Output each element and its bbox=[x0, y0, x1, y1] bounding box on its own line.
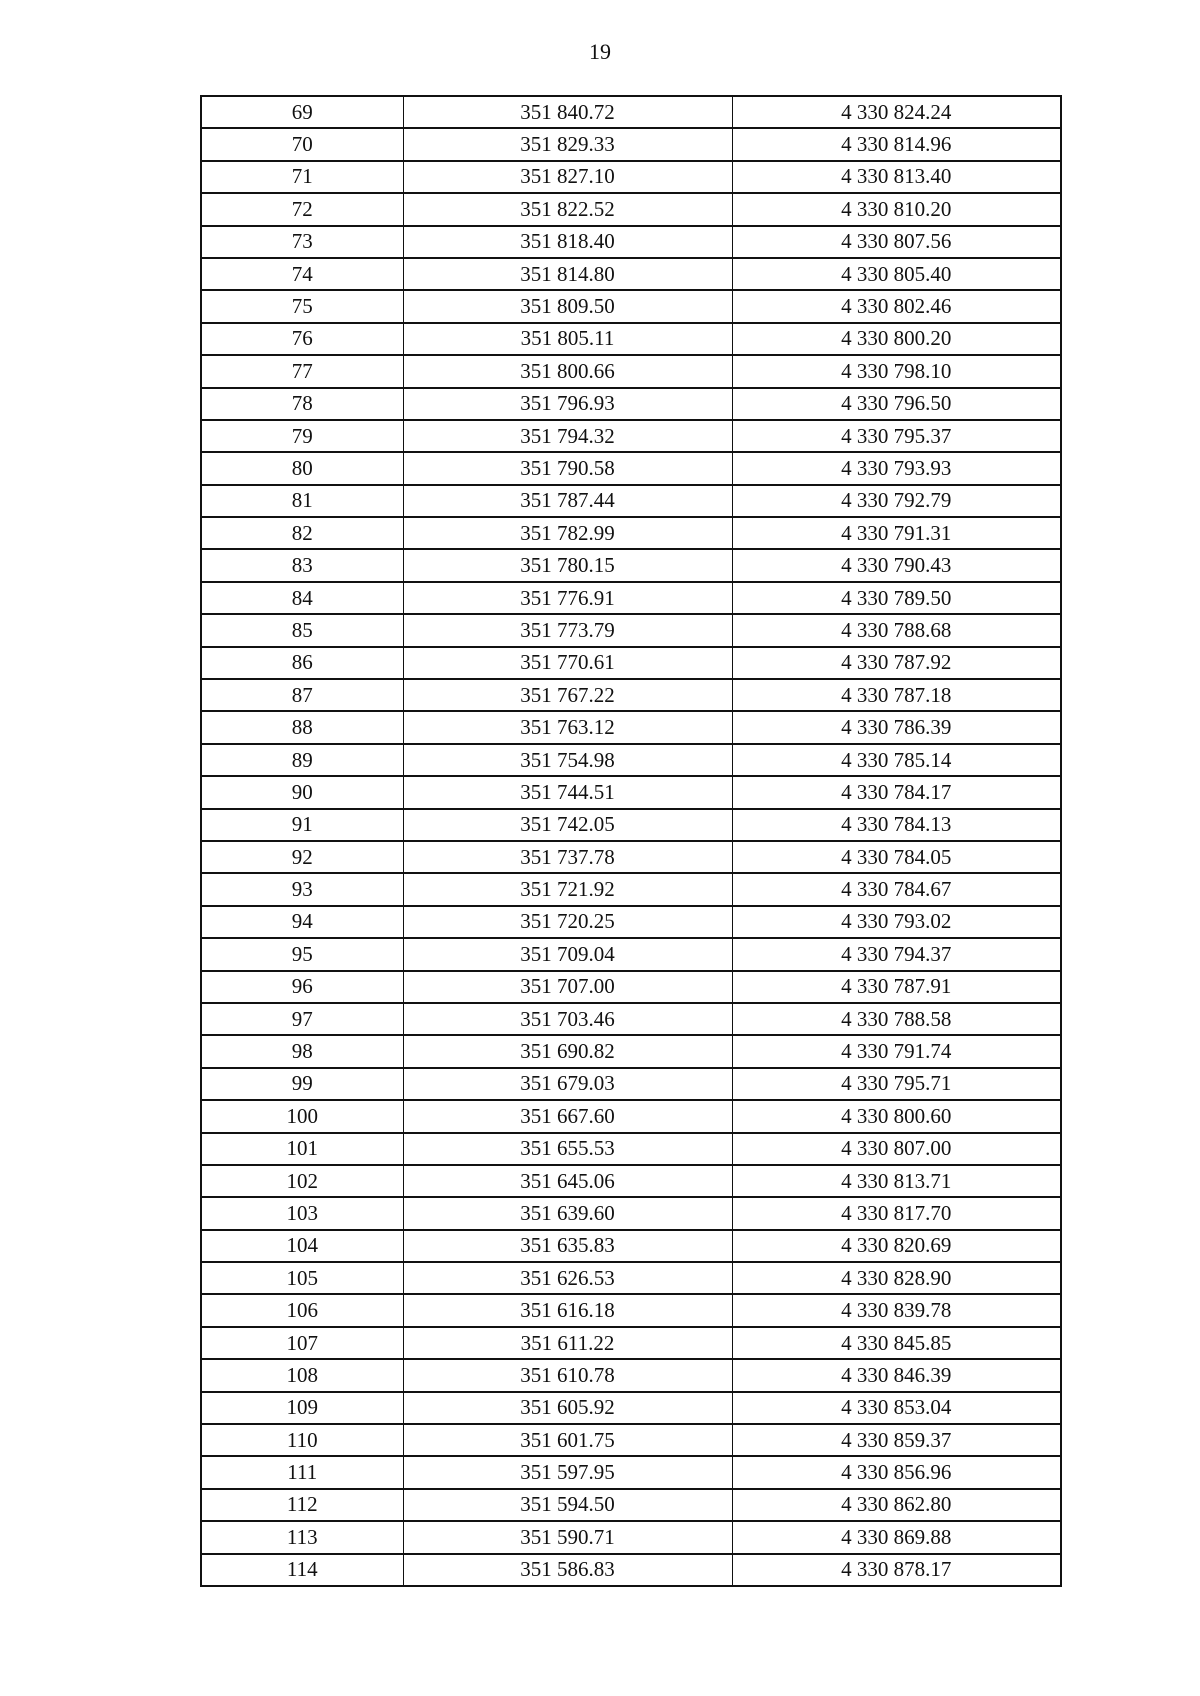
y-coordinate-cell: 4 330 793.02 bbox=[732, 906, 1061, 938]
x-coordinate-cell: 351 794.32 bbox=[403, 420, 732, 452]
x-coordinate-cell: 351 770.61 bbox=[403, 647, 732, 679]
y-coordinate-cell: 4 330 784.67 bbox=[732, 873, 1061, 905]
point-number-cell: 94 bbox=[201, 906, 403, 938]
y-coordinate-cell: 4 330 784.13 bbox=[732, 809, 1061, 841]
table-row bbox=[201, 1230, 1061, 1262]
x-coordinate-cell: 351 737.78 bbox=[403, 841, 732, 873]
table-row bbox=[201, 841, 1061, 873]
x-coordinate-cell: 351 780.15 bbox=[403, 549, 732, 581]
x-coordinate-cell: 351 655.53 bbox=[403, 1133, 732, 1165]
point-number-cell: 89 bbox=[201, 744, 403, 776]
x-coordinate-cell: 351 590.71 bbox=[403, 1521, 732, 1553]
table-row bbox=[201, 1100, 1061, 1132]
table-row bbox=[201, 161, 1061, 193]
coordinates-table-body bbox=[201, 96, 1061, 1586]
y-coordinate-cell: 4 330 862.80 bbox=[732, 1489, 1061, 1521]
table-row bbox=[201, 323, 1061, 355]
point-number-cell: 112 bbox=[201, 1489, 403, 1521]
point-number-cell: 69 bbox=[201, 96, 403, 128]
table-row bbox=[201, 744, 1061, 776]
x-coordinate-cell: 351 639.60 bbox=[403, 1197, 732, 1229]
y-coordinate-cell: 4 330 784.17 bbox=[732, 776, 1061, 808]
table-row bbox=[201, 1294, 1061, 1326]
y-coordinate-cell: 4 330 853.04 bbox=[732, 1392, 1061, 1424]
x-coordinate-cell: 351 822.52 bbox=[403, 193, 732, 225]
x-coordinate-cell: 351 645.06 bbox=[403, 1165, 732, 1197]
table-row bbox=[201, 1327, 1061, 1359]
table-row bbox=[201, 226, 1061, 258]
point-number-cell: 91 bbox=[201, 809, 403, 841]
point-number-cell: 75 bbox=[201, 290, 403, 322]
point-number-cell: 87 bbox=[201, 679, 403, 711]
point-number-cell: 78 bbox=[201, 388, 403, 420]
table-row bbox=[201, 1489, 1061, 1521]
x-coordinate-cell: 351 800.66 bbox=[403, 355, 732, 387]
y-coordinate-cell: 4 330 788.68 bbox=[732, 614, 1061, 646]
y-coordinate-cell: 4 330 790.43 bbox=[732, 549, 1061, 581]
y-coordinate-cell: 4 330 828.90 bbox=[732, 1262, 1061, 1294]
table-row bbox=[201, 1003, 1061, 1035]
point-number-cell: 101 bbox=[201, 1133, 403, 1165]
point-number-cell: 102 bbox=[201, 1165, 403, 1197]
y-coordinate-cell: 4 330 810.20 bbox=[732, 193, 1061, 225]
x-coordinate-cell: 351 667.60 bbox=[403, 1100, 732, 1132]
table-row bbox=[201, 1133, 1061, 1165]
point-number-cell: 105 bbox=[201, 1262, 403, 1294]
y-coordinate-cell: 4 330 787.92 bbox=[732, 647, 1061, 679]
y-coordinate-cell: 4 330 795.71 bbox=[732, 1068, 1061, 1100]
y-coordinate-cell: 4 330 788.58 bbox=[732, 1003, 1061, 1035]
table-row bbox=[201, 1392, 1061, 1424]
y-coordinate-cell: 4 330 795.37 bbox=[732, 420, 1061, 452]
y-coordinate-cell: 4 330 869.88 bbox=[732, 1521, 1061, 1553]
table-row bbox=[201, 355, 1061, 387]
y-coordinate-cell: 4 330 813.71 bbox=[732, 1165, 1061, 1197]
y-coordinate-cell: 4 330 824.24 bbox=[732, 96, 1061, 128]
y-coordinate-cell: 4 330 792.79 bbox=[732, 485, 1061, 517]
point-number-cell: 109 bbox=[201, 1392, 403, 1424]
table-row bbox=[201, 1456, 1061, 1488]
x-coordinate-cell: 351 601.75 bbox=[403, 1424, 732, 1456]
point-number-cell: 111 bbox=[201, 1456, 403, 1488]
x-coordinate-cell: 351 703.46 bbox=[403, 1003, 732, 1035]
page-number: 19 bbox=[589, 39, 611, 64]
table-row bbox=[201, 809, 1061, 841]
x-coordinate-cell: 351 635.83 bbox=[403, 1230, 732, 1262]
x-coordinate-cell: 351 690.82 bbox=[403, 1035, 732, 1067]
y-coordinate-cell: 4 330 813.40 bbox=[732, 161, 1061, 193]
table-row bbox=[201, 1165, 1061, 1197]
x-coordinate-cell: 351 597.95 bbox=[403, 1456, 732, 1488]
x-coordinate-cell: 351 809.50 bbox=[403, 290, 732, 322]
y-coordinate-cell: 4 330 807.00 bbox=[732, 1133, 1061, 1165]
table-row bbox=[201, 1035, 1061, 1067]
table-row bbox=[201, 549, 1061, 581]
table-row bbox=[201, 776, 1061, 808]
point-number-cell: 97 bbox=[201, 1003, 403, 1035]
point-number-cell: 93 bbox=[201, 873, 403, 905]
x-coordinate-cell: 351 720.25 bbox=[403, 906, 732, 938]
point-number-cell: 104 bbox=[201, 1230, 403, 1262]
x-coordinate-cell: 351 767.22 bbox=[403, 679, 732, 711]
table-row bbox=[201, 1359, 1061, 1391]
x-coordinate-cell: 351 744.51 bbox=[403, 776, 732, 808]
table-row bbox=[201, 1262, 1061, 1294]
point-number-cell: 107 bbox=[201, 1327, 403, 1359]
x-coordinate-cell: 351 707.00 bbox=[403, 971, 732, 1003]
x-coordinate-cell: 351 829.33 bbox=[403, 128, 732, 160]
point-number-cell: 77 bbox=[201, 355, 403, 387]
point-number-cell: 79 bbox=[201, 420, 403, 452]
table-row bbox=[201, 906, 1061, 938]
point-number-cell: 82 bbox=[201, 517, 403, 549]
x-coordinate-cell: 351 611.22 bbox=[403, 1327, 732, 1359]
point-number-cell: 88 bbox=[201, 711, 403, 743]
point-number-cell: 83 bbox=[201, 549, 403, 581]
point-number-cell: 92 bbox=[201, 841, 403, 873]
y-coordinate-cell: 4 330 845.85 bbox=[732, 1327, 1061, 1359]
y-coordinate-cell: 4 330 800.20 bbox=[732, 323, 1061, 355]
point-number-cell: 100 bbox=[201, 1100, 403, 1132]
point-number-cell: 113 bbox=[201, 1521, 403, 1553]
y-coordinate-cell: 4 330 817.70 bbox=[732, 1197, 1061, 1229]
y-coordinate-cell: 4 330 787.18 bbox=[732, 679, 1061, 711]
point-number-cell: 80 bbox=[201, 452, 403, 484]
point-number-cell: 73 bbox=[201, 226, 403, 258]
table-row bbox=[201, 647, 1061, 679]
y-coordinate-cell: 4 330 807.56 bbox=[732, 226, 1061, 258]
x-coordinate-cell: 351 773.79 bbox=[403, 614, 732, 646]
x-coordinate-cell: 351 840.72 bbox=[403, 96, 732, 128]
y-coordinate-cell: 4 330 785.14 bbox=[732, 744, 1061, 776]
y-coordinate-cell: 4 330 856.96 bbox=[732, 1456, 1061, 1488]
table-row bbox=[201, 485, 1061, 517]
point-number-cell: 76 bbox=[201, 323, 403, 355]
x-coordinate-cell: 351 814.80 bbox=[403, 258, 732, 290]
x-coordinate-cell: 351 796.93 bbox=[403, 388, 732, 420]
y-coordinate-cell: 4 330 814.96 bbox=[732, 128, 1061, 160]
point-number-cell: 70 bbox=[201, 128, 403, 160]
table-row bbox=[201, 420, 1061, 452]
y-coordinate-cell: 4 330 796.50 bbox=[732, 388, 1061, 420]
table-row bbox=[201, 971, 1061, 1003]
x-coordinate-cell: 351 721.92 bbox=[403, 873, 732, 905]
table-row bbox=[201, 290, 1061, 322]
x-coordinate-cell: 351 594.50 bbox=[403, 1489, 732, 1521]
x-coordinate-cell: 351 586.83 bbox=[403, 1554, 732, 1586]
y-coordinate-cell: 4 330 787.91 bbox=[732, 971, 1061, 1003]
table-row bbox=[201, 679, 1061, 711]
x-coordinate-cell: 351 787.44 bbox=[403, 485, 732, 517]
x-coordinate-cell: 351 827.10 bbox=[403, 161, 732, 193]
y-coordinate-cell: 4 330 784.05 bbox=[732, 841, 1061, 873]
point-number-cell: 85 bbox=[201, 614, 403, 646]
y-coordinate-cell: 4 330 791.74 bbox=[732, 1035, 1061, 1067]
x-coordinate-cell: 351 616.18 bbox=[403, 1294, 732, 1326]
table-row bbox=[201, 452, 1061, 484]
point-number-cell: 96 bbox=[201, 971, 403, 1003]
y-coordinate-cell: 4 330 839.78 bbox=[732, 1294, 1061, 1326]
y-coordinate-cell: 4 330 786.39 bbox=[732, 711, 1061, 743]
y-coordinate-cell: 4 330 791.31 bbox=[732, 517, 1061, 549]
x-coordinate-cell: 351 818.40 bbox=[403, 226, 732, 258]
x-coordinate-cell: 351 610.78 bbox=[403, 1359, 732, 1391]
point-number-cell: 103 bbox=[201, 1197, 403, 1229]
point-number-cell: 81 bbox=[201, 485, 403, 517]
y-coordinate-cell: 4 330 802.46 bbox=[732, 290, 1061, 322]
point-number-cell: 99 bbox=[201, 1068, 403, 1100]
table-row bbox=[201, 96, 1061, 128]
x-coordinate-cell: 351 805.11 bbox=[403, 323, 732, 355]
x-coordinate-cell: 351 763.12 bbox=[403, 711, 732, 743]
point-number-cell: 106 bbox=[201, 1294, 403, 1326]
y-coordinate-cell: 4 330 800.60 bbox=[732, 1100, 1061, 1132]
table-row bbox=[201, 1068, 1061, 1100]
table-row bbox=[201, 1554, 1061, 1586]
y-coordinate-cell: 4 330 793.93 bbox=[732, 452, 1061, 484]
x-coordinate-cell: 351 754.98 bbox=[403, 744, 732, 776]
table-row bbox=[201, 128, 1061, 160]
x-coordinate-cell: 351 679.03 bbox=[403, 1068, 732, 1100]
point-number-cell: 95 bbox=[201, 938, 403, 970]
y-coordinate-cell: 4 330 805.40 bbox=[732, 258, 1061, 290]
x-coordinate-cell: 351 626.53 bbox=[403, 1262, 732, 1294]
x-coordinate-cell: 351 742.05 bbox=[403, 809, 732, 841]
table-row bbox=[201, 1424, 1061, 1456]
point-number-cell: 84 bbox=[201, 582, 403, 614]
y-coordinate-cell: 4 330 846.39 bbox=[732, 1359, 1061, 1391]
table-row bbox=[201, 938, 1061, 970]
x-coordinate-cell: 351 605.92 bbox=[403, 1392, 732, 1424]
table-row bbox=[201, 873, 1061, 905]
y-coordinate-cell: 4 330 794.37 bbox=[732, 938, 1061, 970]
x-coordinate-cell: 351 776.91 bbox=[403, 582, 732, 614]
table-row bbox=[201, 1521, 1061, 1553]
point-number-cell: 110 bbox=[201, 1424, 403, 1456]
y-coordinate-cell: 4 330 859.37 bbox=[732, 1424, 1061, 1456]
point-number-cell: 71 bbox=[201, 161, 403, 193]
point-number-cell: 108 bbox=[201, 1359, 403, 1391]
table-row bbox=[201, 193, 1061, 225]
y-coordinate-cell: 4 330 798.10 bbox=[732, 355, 1061, 387]
table-row bbox=[201, 614, 1061, 646]
point-number-cell: 86 bbox=[201, 647, 403, 679]
point-number-cell: 90 bbox=[201, 776, 403, 808]
table-row bbox=[201, 258, 1061, 290]
table-row bbox=[201, 1197, 1061, 1229]
point-number-cell: 74 bbox=[201, 258, 403, 290]
y-coordinate-cell: 4 330 789.50 bbox=[732, 582, 1061, 614]
y-coordinate-cell: 4 330 878.17 bbox=[732, 1554, 1061, 1586]
x-coordinate-cell: 351 782.99 bbox=[403, 517, 732, 549]
x-coordinate-cell: 351 709.04 bbox=[403, 938, 732, 970]
table-row bbox=[201, 582, 1061, 614]
table-row bbox=[201, 388, 1061, 420]
y-coordinate-cell: 4 330 820.69 bbox=[732, 1230, 1061, 1262]
table-row bbox=[201, 711, 1061, 743]
coordinates-table bbox=[200, 95, 1062, 1587]
point-number-cell: 72 bbox=[201, 193, 403, 225]
x-coordinate-cell: 351 790.58 bbox=[403, 452, 732, 484]
point-number-cell: 114 bbox=[201, 1554, 403, 1586]
table-row bbox=[201, 517, 1061, 549]
point-number-cell: 98 bbox=[201, 1035, 403, 1067]
